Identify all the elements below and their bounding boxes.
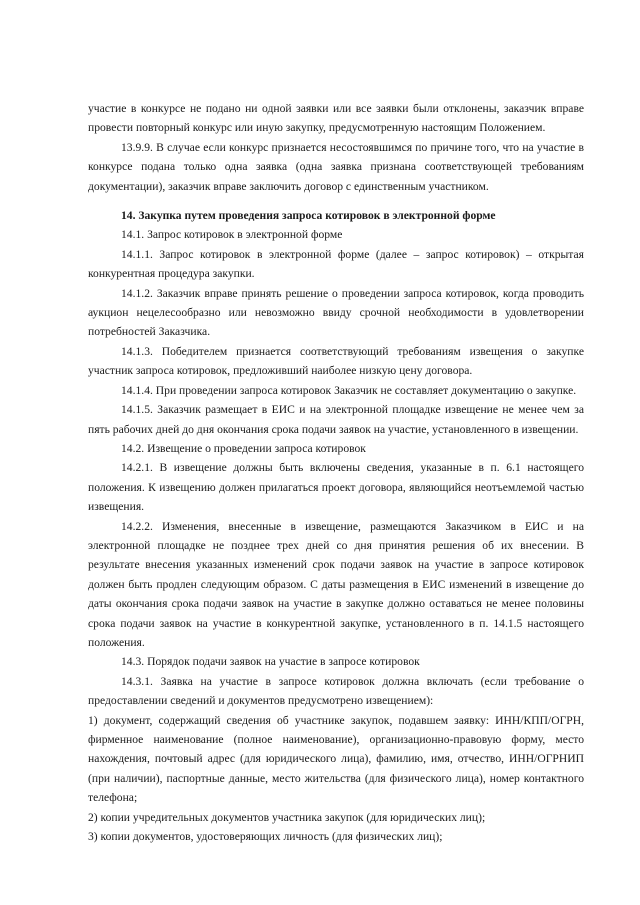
paragraph-14-1-1: 14.1.1. Запрос котировок в электронной форме (далее – запрос котировок) – открытая конкурентная процедура закупки. [88,247,584,281]
paragraph-14-3: 14.3. Порядок подачи заявок на участие в запросе котировок [121,655,420,669]
paragraph-13-9-9: 13.9.9. В случае если конкурс признается несостоявшимся по причине того, что на участие в конкурсе подана только одна заявка (одна заявка признана соответствующей требованиям документации), заказчик вправе заключить договор с единственным участником. [88,140,584,193]
paragraph-14-1-4: 14.1.4. При проведении запроса котировок Заказчик не составляет документацию о закупке. [121,383,577,397]
paragraph-13-9-8-end: участие в конкурсе не подано ни одной заявки или все заявки были отклонены, заказчик вправе провести повторный конкурс или иную закупку, предусмотренную настоящим Положением. [88,102,584,135]
paragraph-14-1-2: 14.1.2. Заказчик вправе принять решение о проведении запроса котировок, когда проводить аукцион нецелесообразно или невозможно ввиду срочной необходимости в удовлетворении потребностей Заказчика. [88,286,584,339]
paragraph-14-2: 14.2. Извещение о проведении запроса котировок [121,441,366,455]
document-body [88,99,584,846]
paragraph-14-1-5: 14.1.5. Заказчик размещает в ЕИС и на электронной площадке извещение не менее чем за пять рабочих дней до дня окончания срока подачи заявок на участие, установленного в извещении. [88,403,584,436]
list-item-3: 3) копии документов, удостоверяющих личность (для физических лиц); [88,830,443,844]
list-item-1: 1) документ, содержащий сведения об участнике закупок, подавшем заявку: ИНН/КПП/ОГРН, фирменное наименование (полное наименование), организационно-правовую форму, место нахождения, почтовый адрес (для юридического лица), фамилию, имя, отчество, ИНН/ОГРНИП (при наличии), паспортные данные, место жительства (для физического лица), номер контактного телефона; [88,713,584,805]
paragraph-14-1-3: 14.1.3. Победителем признается соответствующий требованиям извещения о закупке участник запроса котировок, предложивший наиболее низкую цену договора. [88,344,584,378]
paragraph-14-3-1: 14.3.1. Заявка на участие в запросе котировок должна включать (если требование о предоставлении сведений и документов предусмотрено извещением): [88,674,584,708]
section-14-heading: 14. Закупка путем проведения запроса котировок в электронной форме [121,209,496,223]
paragraph-14-2-1: 14.2.1. В извещение должны быть включены сведения, указанные в п. 6.1 настоящего положения. К извещению должен прилагаться проект договора, являющийся неотъемлемой частью извещения. [88,461,584,514]
paragraph-14-2-2: 14.2.2. Изменения, внесенные в извещение, размещаются Заказчиком в ЕИС и на электронной площадке не позднее трех дней со дня принятия решения об их внесении. В результате внесения указанных изменений срок подачи заявок на участие в запросе котировок должен быть продлен следующим образом. С даты размещения в ЕИС изменений в извещение до даты окончания срока подачи заявок на участие в закупке должно оставаться не менее половины срока подачи заявок на участие в конкурентной закупке, установленного в п. 14.1.5 настоящего положения. [88,519,584,649]
paragraph-14-1: 14.1. Запрос котировок в электронной форме [121,228,343,242]
list-item-2: 2) копии учредительных документов участника закупок (для юридических лиц); [88,810,486,824]
